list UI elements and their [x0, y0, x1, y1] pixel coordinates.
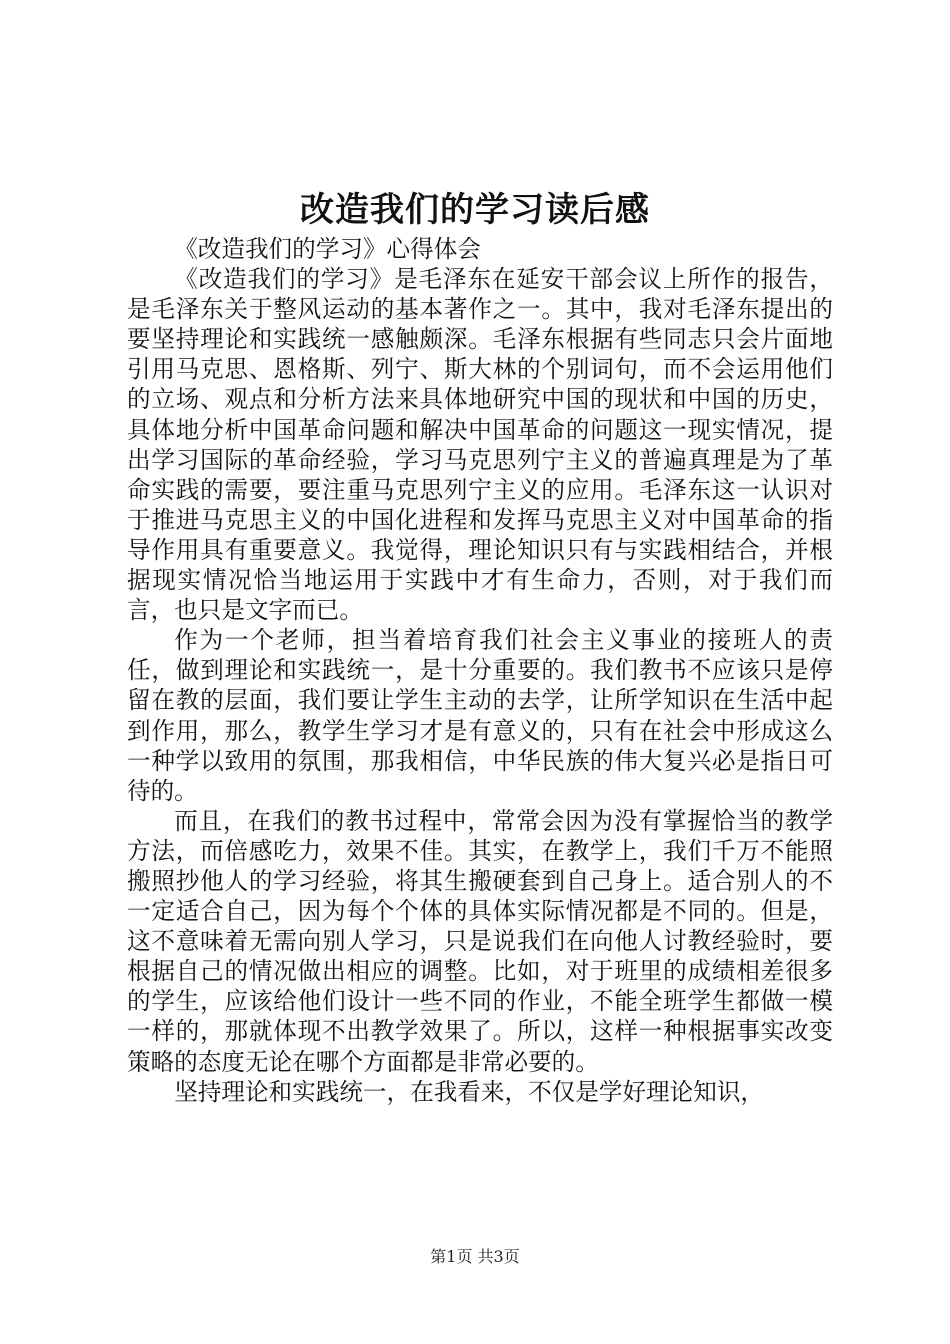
- paragraph: 《改造我们的学习》心得体会: [174, 235, 481, 263]
- paragraph: 而且，在我们的教书过程中，常常会因为没有掌握恰当的教学方法，而倍感吃力，效果不佳。其实，在教学上，我们千万不能照搬照抄他人的学习经验，将其生搬硬套到自己身上。适合别人的不一定适合自己，因为每个个体的具体实际情况都是不同的。但是，这不意味着无需向别人学习，只是说我们在向他人讨教经验时，要根据自己的情况做出相应的调整。比如，对于班里的成绩相差很多的学生，应该给他们设计一些不同的作业，不能全班学生都做一模一样的，那就体现不出教学效果了。所以，这样一种根据事实改变策略的态度无论在哪个方面都是非常必要的。: [127, 806, 833, 1076]
- paragraph: 坚持理论和实践统一，在我看来，不仅是学好理论知识，: [174, 1077, 765, 1106]
- paragraph: 作为一个老师，担当着培育我们社会主义事业的接班人的责任，做到理论和实践统一，是十分重要的。我们教书不应该只是停留在教的层面，我们要让学生主动的去学，让所学知识在生活中起到作用，那么，教学生学习才是有意义的，只有在社会中形成这么一种学以致用的氛围，那我相信，中华民族的伟大复兴必是指日可待的。: [127, 626, 833, 805]
- document-body: [127, 234, 833, 1107]
- page-number-footer: 第1页 共3页: [430, 1247, 520, 1266]
- paragraph: 《改造我们的学习》是毛泽东在延安干部会议上所作的报告，是毛泽东关于整风运动的基本著作之一。其中，我对毛泽东提出的要坚持理论和实践统一感触颇深。毛泽东根据有些同志只会片面地引用马克思、恩格斯、列宁、斯大林的个别词句，而不会运用他们的立场、观点和分析方法来具体地研究中国的现状和中国的历史，具体地分析中国革命问题和解决中国革命的问题这一现实情况，提出学习国际的革命经验，学习马克思列宁主义的普遍真理是为了革命实践的需要，要注重马克思列宁主义的应用。毛泽东这一认识对于推进马克思主义的中国化进程和发挥马克思主义对中国革命的指导作用具有重要意义。我觉得，理论知识只有与实践相结合，并根据现实情况恰当地运用于实践中才有生命力，否则，对于我们而言，也只是文字而已。: [127, 265, 833, 625]
- document-title: 改造我们的学习读后感: [300, 190, 650, 230]
